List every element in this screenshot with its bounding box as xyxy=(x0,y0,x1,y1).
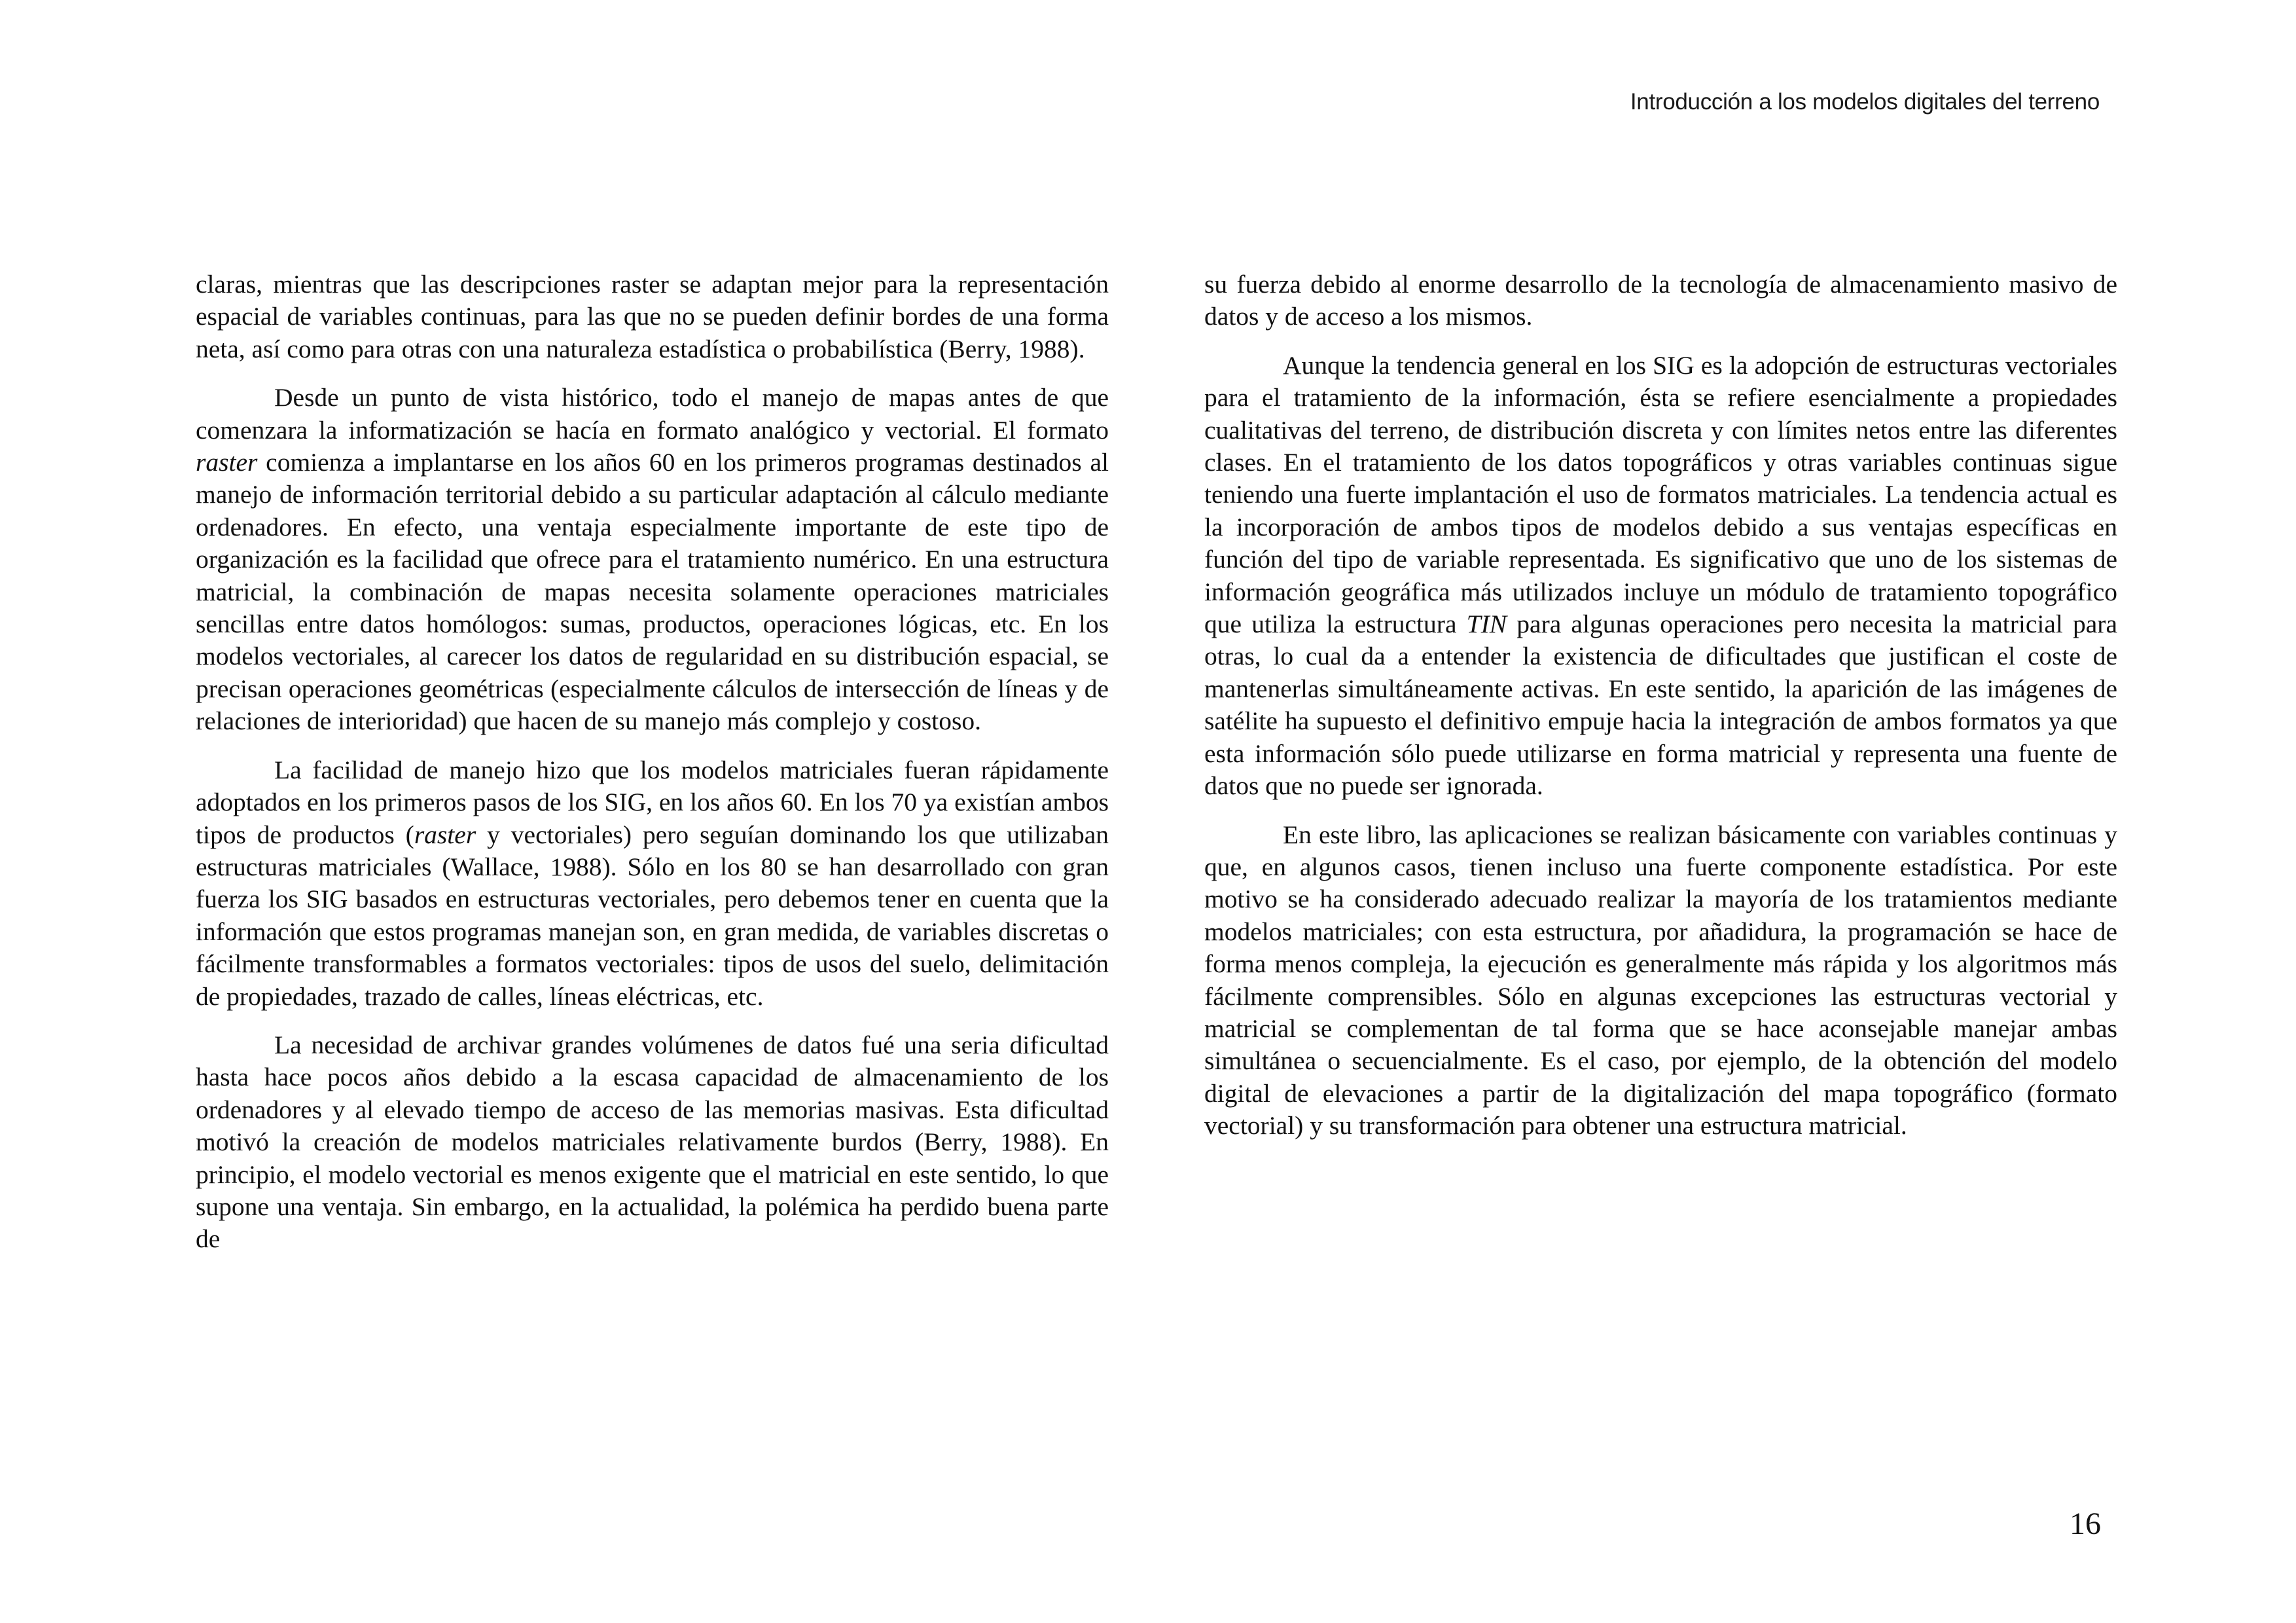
paragraph xyxy=(196,754,1109,1013)
paragraph: La necesidad de archivar grandes volúmenes de datos fué una seria dificultad hasta hace pocos años debido a la escasa capacidad de almacenamiento de los ordenadores y al elevado tiempo de acceso de las memorias masivas. Esta dificultad motivó la creación de modelos matriciales relativamente burdos (Berry, 1988). En principio, el modelo vectorial es menos exigente que el matricial en este sentido, lo que supone una ventaja. Sin embargo, en la actualidad, la polémica ha perdido buena parte de xyxy=(196,1030,1109,1254)
paragraph-text: Aunque la tendencia general en los SIG es la adopción de estructuras vectoriales para el tratamiento de la información, ésta se refiere esencialmente a propiedades cualitativas del terreno, de distribución discreta y con límites netos entre las diferentes clases. En el tratamiento de los datos topográficos y otras variables continuas sigue teniendo una fuerte implantación el uso de formatos matriciales. La tendencia actual es la incorporación de ambos tipos de modelos debido a sus ventajas específicas en función del tipo de variable representada. Es significativo que uno de los sistemas de información geográfica más utilizados incluye un módulo de tratamiento topográfico que utiliza la estructura xyxy=(1204,350,2117,639)
paragraph-text: La facilidad de manejo hizo que los modelos matriciales fueran rápidamente adoptados en los primeros pasos de los SIG, en los años 60. En los 70 ya existían ambos tipos de productos ( xyxy=(196,755,1109,849)
paragraph: su fuerza debido al enorme desarrollo de la tecnología de almacenamiento masivo de datos y de acceso a los mismos. xyxy=(1204,270,2117,331)
paragraph-text: comienza a implantarse en los años 60 en los primeros programas destinados al manejo de información territorial debido a su particular adaptación al cálculo mediante ordenadores. En efecto, una ventaja especialmente importante de este tipo de organización es la facilidad que ofrece para el tratamiento numérico. En una estructura matricial, la combinación de mapas necesita solamente operaciones matriciales sencillas entre datos homólogos: sumas, productos, operaciones lógicas, etc. En los modelos vectoriales, al carecer los datos de regularidad en su distribución espacial, se precisan operaciones geométricas (especialmente cálculos de intersección de líneas y de relaciones de interioridad) que hacen de su manejo más complejo y costoso. xyxy=(196,448,1109,736)
paragraph xyxy=(196,382,1109,737)
emphasis-text: raster xyxy=(196,448,258,477)
paragraph-text: y vectoriales) pero seguían dominando los que utilizaban estructuras matriciales (Wallace, 1988). Sólo en los 80 se han desarrollado con gran fuerza los SIG basados en estructuras vectoriales, pero debemos tener en cuenta que la información que estos programas manejan son, en gran medida, de variables discretas o fácilmente transformables a formatos vectoriales: tipos de usos del suelo, delimitación de propiedades, trazado de calles, líneas eléctricas, etc. xyxy=(196,820,1109,1011)
running-header: Introducción a los modelos digitales del terreno xyxy=(1630,89,2100,115)
paragraph-text: para algunas operaciones pero necesita la matricial para otras, lo cual da a entender la existencia de dificultades que justifican el coste de mantenerlas simultáneamente activas. En este sentido, la aparición de las imágenes de satélite ha supuesto el definitivo empuje hacia la integración de ambos formatos ya que esta información sólo puede utilizarse en forma matricial y representa una fuente de datos que no puede ser ignorada. xyxy=(1204,610,2117,801)
paragraph: claras, mientras que las descripciones raster se adaptan mejor para la representación espacial de variables continuas, para las que no se pueden definir bordes de una forma neta, así como para otras con una naturaleza estadística o probabilística (Berry, 1988). xyxy=(196,270,1109,363)
paragraph xyxy=(1204,350,2117,803)
emphasis-text: raster xyxy=(414,820,476,849)
right-column xyxy=(1204,268,2117,1159)
paragraph-text: Desde un punto de vista histórico, todo el manejo de mapas antes de que comenzara la informatización se hacía en formato analógico y vectorial. El formato xyxy=(196,383,1109,445)
page-number: 16 xyxy=(2070,1506,2101,1541)
emphasis-text: TIN xyxy=(1466,610,1507,639)
left-column xyxy=(196,268,1109,1272)
paragraph: En este libro, las aplicaciones se realizan básicamente con variables continuas y que, en algunos casos, tienen incluso una fuerte componente estadística. Por este motivo se ha considerado adecuado realizar la mayoría de los tratamientos mediante modelos matriciales; con esta estructura, por añadidura, la programación se hace de forma menos compleja, la ejecución es generalmente más rápida y los algoritmos más fácilmente comprensibles. Sólo en algunas excepciones las estructuras vectorial y matricial se complementan de tal forma que se hace aconsejable manejar ambas simultánea o secuencialmente. Es el caso, por ejemplo, de la obtención del modelo digital de elevaciones a partir de la digitalización del mapa topográfico (formato vectorial) y su transformación para obtener una estructura matricial. xyxy=(1204,820,2117,1140)
